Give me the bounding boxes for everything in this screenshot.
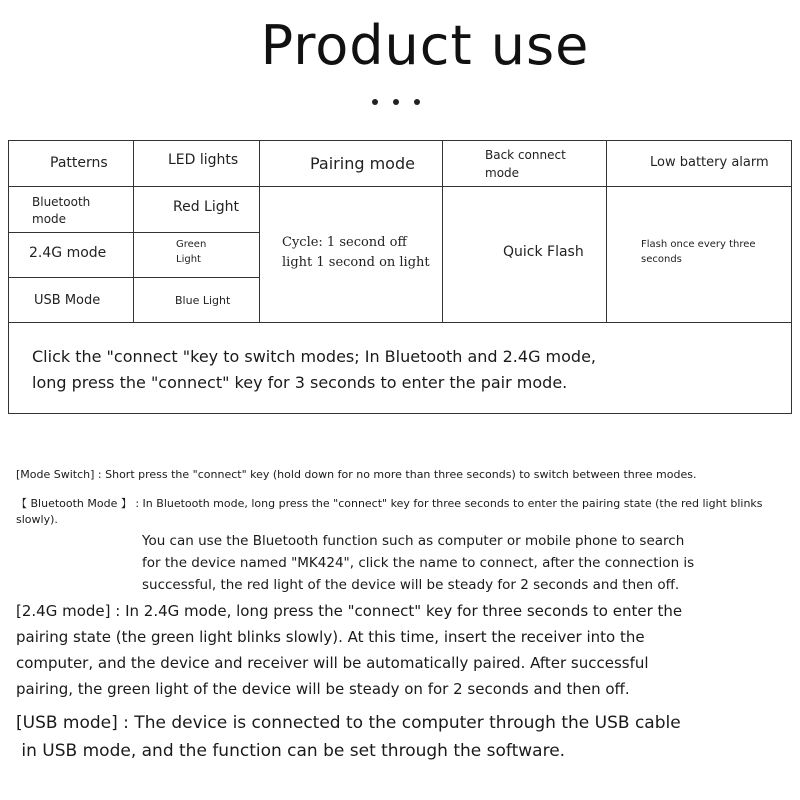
header-back-connect: mode bbox=[485, 166, 520, 180]
24g-mode-text: pairing state (the green light blinks slowly). At this time, insert the receiver into the bbox=[16, 628, 645, 646]
table-divider bbox=[442, 141, 443, 323]
dot-icon bbox=[414, 99, 420, 105]
row-24g-mode: 2.4G mode bbox=[29, 245, 107, 261]
pairing-mode-value: Cycle: 1 second off bbox=[282, 235, 407, 250]
usb-mode-text: in USB mode, and the function can be set through the software. bbox=[16, 741, 566, 761]
led-blue-light: Blue Light bbox=[175, 294, 231, 307]
table-divider bbox=[9, 232, 259, 233]
bluetooth-detail-text: for the device named "MK424", click the name to connect, after the connection is bbox=[142, 555, 695, 571]
bluetooth-detail-text: You can use the Bluetooth function such as computer or mobile phone to search bbox=[142, 533, 685, 549]
dot-icon bbox=[372, 99, 378, 105]
24g-mode-text: computer, and the device and receiver will be automatically paired. After successful bbox=[16, 654, 649, 672]
24g-mode-text: pairing, the green light of the device will be steady on for 2 seconds and then off. bbox=[16, 680, 630, 698]
24g-mode-text: [2.4G mode] : In 2.4G mode, long press the "connect" key for three seconds to enter the bbox=[16, 602, 683, 620]
table-divider bbox=[9, 277, 259, 278]
table-note: long press the "connect" key for 3 seconds to enter the pair mode. bbox=[32, 373, 568, 392]
row-bluetooth-mode: Bluetooth bbox=[32, 195, 91, 209]
low-battery-value: seconds bbox=[641, 254, 682, 265]
bluetooth-mode-text: slowly). bbox=[16, 513, 58, 526]
page-title: Product use bbox=[260, 14, 590, 77]
header-low-battery-alarm: Low battery alarm bbox=[650, 155, 769, 170]
table-divider bbox=[259, 141, 260, 323]
ellipsis-dots bbox=[372, 99, 420, 105]
led-green-light: Green bbox=[176, 239, 207, 250]
back-connect-value: Quick Flash bbox=[503, 244, 584, 260]
header-patterns: Patterns bbox=[50, 155, 108, 171]
bluetooth-mode-text: 【 Bluetooth Mode 】 : In Bluetooth mode, long press the "connect" key for three seconds to enter the pairing state (the red light blinks bbox=[16, 497, 763, 510]
table-divider bbox=[9, 322, 791, 323]
table-note: Click the "connect "key to switch modes; In Bluetooth and 2.4G mode, bbox=[32, 347, 597, 366]
header-led-lights: LED lights bbox=[168, 152, 239, 168]
table-divider bbox=[606, 141, 607, 323]
row-usb-mode: USB Mode bbox=[34, 293, 101, 308]
mode-table bbox=[8, 140, 792, 414]
header-back-connect: Back connect bbox=[485, 148, 566, 162]
table-divider bbox=[9, 186, 791, 187]
header-pairing-mode: Pairing mode bbox=[310, 154, 415, 173]
usb-mode-text: [USB mode] : The device is connected to the computer through the USB cable bbox=[16, 713, 681, 733]
led-red-light: Red Light bbox=[173, 199, 239, 215]
mode-switch-text: [Mode Switch] : Short press the "connect" key (hold down for no more than three seconds) to switch between three modes. bbox=[16, 468, 697, 481]
pairing-mode-value: light 1 second on light bbox=[282, 255, 430, 270]
bluetooth-detail-text: successful, the red light of the device will be steady for 2 seconds and then off. bbox=[142, 577, 680, 593]
low-battery-value: Flash once every three bbox=[641, 239, 756, 250]
led-green-light: Light bbox=[176, 254, 201, 265]
dot-icon bbox=[393, 99, 399, 105]
row-bluetooth-mode: mode bbox=[32, 212, 67, 226]
